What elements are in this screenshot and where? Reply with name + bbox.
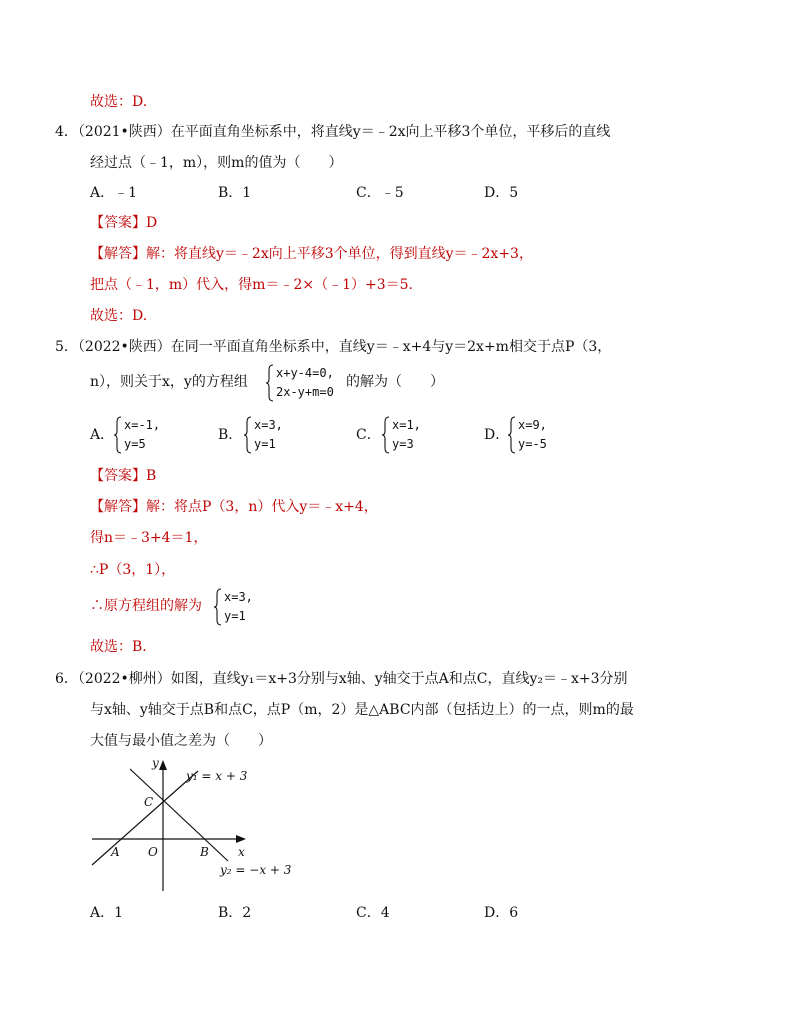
q5-option-c	[382, 416, 442, 456]
point-b-label: B	[200, 845, 209, 859]
q4-option-d: D．5	[484, 185, 519, 201]
q5-stem-line2: n），则关于x，y的方程组	[90, 374, 248, 390]
q5-solution-row2: y=1	[224, 609, 246, 623]
q5-option-b-row2: y=1	[254, 437, 276, 451]
q5-option-c-row2: y=3	[392, 437, 414, 451]
q4-stem-line2: 经过点（﹣1，m），则m的值为（ ）	[90, 155, 343, 171]
q6-option-a: A．1	[90, 905, 124, 921]
q6-stem-line2: 与x轴、y轴交于点B和点C，点P（m，2）是△ABC内部（包括边上）的一点，则m的最	[90, 702, 634, 718]
q5-option-a	[114, 416, 174, 456]
brace-icon	[214, 588, 222, 626]
q4-option-b: B．1	[218, 185, 252, 201]
q5-option-a-label: A．	[90, 427, 115, 443]
x-axis-label: x	[238, 845, 245, 859]
q5-equation-1: x+y-4=0,	[276, 366, 334, 380]
q6-option-b: B．2	[218, 905, 252, 921]
q6-figure	[86, 752, 306, 894]
q5-option-c-label: C．	[356, 427, 381, 443]
q5-solution-line2: 得n＝﹣3+4＝1，	[90, 530, 208, 546]
q5-option-a-row2: y=5	[124, 437, 146, 451]
q5-solution-row1: x=3,	[224, 590, 253, 604]
line-y1-label: y₁ = x + 3	[186, 769, 248, 783]
q5-option-b-label: B．	[218, 427, 243, 443]
q5-option-d	[508, 416, 568, 456]
q5-option-d-row1: x=9,	[518, 418, 547, 432]
point-a-label: A	[111, 845, 120, 859]
brace-icon	[114, 416, 122, 454]
y-axis-label: y	[152, 756, 159, 770]
q5-solution-system	[214, 588, 274, 628]
q5-option-d-row2: y=-5	[518, 437, 547, 451]
q5-option-a-row1: x=-1,	[124, 418, 161, 432]
q4-option-a: A．﹣1	[90, 185, 138, 201]
q4-solution-line2: 把点（﹣1，m）代入，得m＝﹣2×（﹣1）+3＝5.	[90, 277, 413, 293]
q5-option-c-row1: x=1,	[392, 418, 421, 432]
y-axis-arrow-icon	[159, 760, 167, 770]
q5-answer: 【答案】B	[90, 468, 157, 484]
x-axis-arrow-icon	[236, 835, 246, 843]
q4-answer: 【答案】D	[90, 215, 158, 231]
q5-stem-line1: 5．（2022•陕西）在同一平面直角坐标系中，直线y＝﹣x+4与y＝2x+m相交于点P（3，	[55, 339, 612, 355]
q4-conclusion: 故选：D.	[90, 308, 148, 324]
q5-equation-2: 2x-y+m=0	[276, 385, 334, 399]
brace-icon	[266, 364, 274, 402]
brace-icon	[508, 416, 516, 454]
q6-stem-line1: 6．（2022•柳州）如图，直线y₁＝x+3分别与x轴、y轴交于点A和点C，直线y₂＝﹣x+3分别	[55, 671, 628, 687]
q5-equation-system	[266, 364, 346, 404]
brace-icon	[244, 416, 252, 454]
brace-icon	[382, 416, 390, 454]
q4-option-c: C．﹣5	[356, 185, 404, 201]
q5-solution-line1: 【解答】解：将点P（3，n）代入y＝﹣x+4，	[90, 499, 378, 515]
q5-stem-line2-tail: 的解为（ ）	[346, 374, 444, 390]
q6-option-d: D．6	[484, 905, 519, 921]
q3-conclusion: 故选：D.	[90, 94, 148, 110]
q4-stem-line1: 4．（2021•陕西）在平面直角坐标系中，将直线y＝﹣2x向上平移3个单位，平移后的直线	[55, 124, 611, 140]
q5-option-d-label: D．	[484, 427, 510, 443]
q6-stem-line3: 大值与最小值之差为（ ）	[90, 733, 272, 749]
q6-option-c: C．4	[356, 905, 390, 921]
point-c-label: C	[144, 795, 154, 809]
line-y2-label: y₂ = −x + 3	[220, 863, 292, 877]
q4-solution-line1: 【解答】解：将直线y＝﹣2x向上平移3个单位，得到直线y＝﹣2x+3，	[90, 246, 533, 262]
q5-solution-line4: ∴原方程组的解为	[90, 598, 202, 614]
q5-solution-line3: ∴P（3，1），	[90, 562, 176, 578]
q5-conclusion: 故选：B.	[90, 639, 147, 655]
q5-option-b-row1: x=3,	[254, 418, 283, 432]
q5-option-b	[244, 416, 304, 456]
origin-label: O	[148, 845, 158, 859]
